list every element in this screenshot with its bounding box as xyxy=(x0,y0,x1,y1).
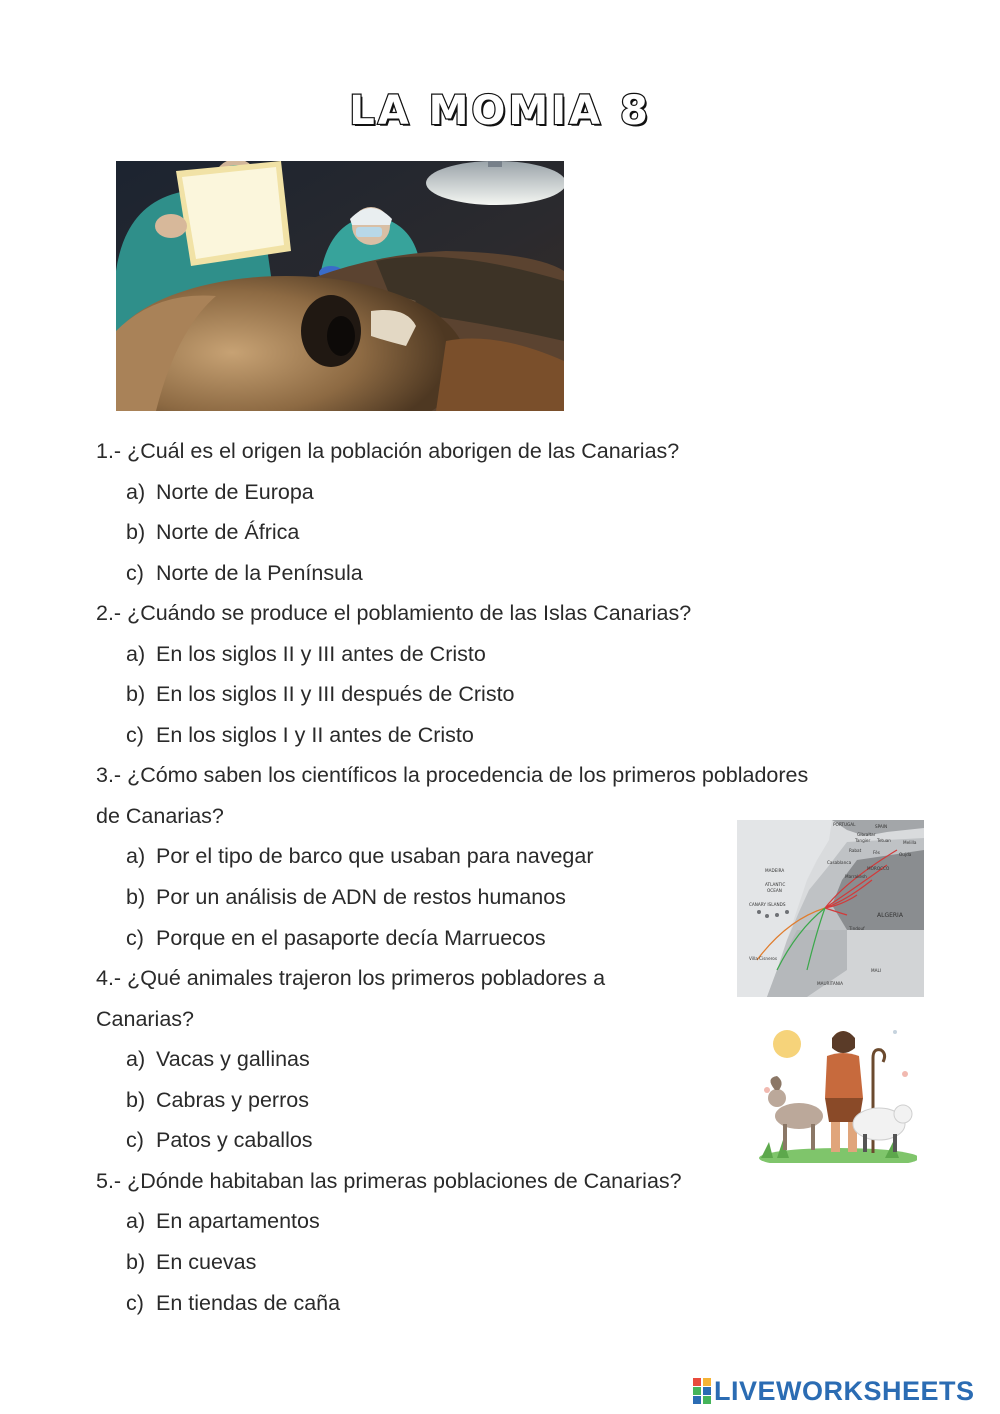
map-label-fes: Fès xyxy=(873,850,880,855)
option-text: Por el tipo de barco que usaban para navegar xyxy=(156,844,594,868)
map-label-casablanca: Casablanca xyxy=(827,860,852,865)
option-text: En apartamentos xyxy=(156,1209,320,1233)
option-letter: a) xyxy=(126,1209,146,1233)
map-label-villa-cisneros: Villa Cisneros xyxy=(749,956,778,961)
liveworksheets-logo-text: LIVEWORKSHEETS xyxy=(714,1375,975,1406)
option-letter: a) xyxy=(126,1047,146,1071)
option-text: Patos y caballos xyxy=(156,1128,313,1152)
map-label-oujda: Oujda xyxy=(899,852,912,857)
question-4-option-c[interactable] xyxy=(126,1128,313,1152)
map-label-gibraltar: Gibraltar xyxy=(857,832,876,837)
question-4-option-b[interactable] xyxy=(126,1088,309,1112)
mummy-examination-photo xyxy=(116,161,564,411)
question-3-option-a[interactable] xyxy=(126,844,593,868)
map-label-algeria: ALGERIA xyxy=(877,912,903,919)
option-letter: b) xyxy=(126,1250,146,1274)
question-2: 2.- ¿Cuándo se produce el poblamiento de las Islas Canarias? xyxy=(96,601,692,625)
option-text: En cuevas xyxy=(156,1250,257,1274)
question-3: 3.- ¿Cómo saben los científicos la procedencia de los primeros pobladores xyxy=(96,763,809,787)
map-label-melilla: Melilla xyxy=(903,840,917,845)
option-letter: c) xyxy=(126,1128,144,1152)
question-1-option-a[interactable] xyxy=(126,480,314,504)
question-4-continued: Canarias? xyxy=(96,1007,194,1031)
liveworksheets-logo-icon xyxy=(693,1378,711,1404)
map-label-canary-islands: CANARY ISLANDS xyxy=(749,902,786,907)
option-text: En los siglos II y III antes de Cristo xyxy=(156,642,486,666)
map-label-tangier: Tangier xyxy=(855,838,871,843)
option-text: Por un análisis de ADN de restos humanos xyxy=(156,885,566,909)
question-5-option-a[interactable] xyxy=(126,1209,320,1233)
question-4-option-a[interactable] xyxy=(126,1047,310,1071)
option-text: Porque en el pasaporte decía Marruecos xyxy=(156,926,546,950)
shepherd-with-goat-and-sheep-illustration xyxy=(755,1018,917,1163)
map-label-tindouf: Tindouf xyxy=(849,926,865,931)
map-label-ocean: OCEAN xyxy=(767,888,782,893)
map-label-atlantic: ATLANTIC xyxy=(765,882,786,887)
map-label-portugal: PORTUGAL xyxy=(833,822,856,827)
option-text: Cabras y perros xyxy=(156,1088,309,1112)
map-label-rabat: Rabat xyxy=(849,848,862,853)
question-3-option-b[interactable] xyxy=(126,885,566,909)
option-letter: b) xyxy=(126,1088,146,1112)
migration-route-map xyxy=(737,820,924,997)
question-3-continued: de Canarias? xyxy=(96,804,224,828)
question-5-option-c[interactable] xyxy=(126,1291,340,1315)
map-label-marrakesh: Marrakesh xyxy=(845,874,867,879)
option-letter: a) xyxy=(126,844,146,868)
option-letter: b) xyxy=(126,885,146,909)
question-2-option-c[interactable] xyxy=(126,723,474,747)
option-letter: a) xyxy=(126,642,146,666)
option-letter: c) xyxy=(126,723,144,747)
option-letter: b) xyxy=(126,682,146,706)
question-1: 1.- ¿Cuál es el origen la población aborigen de las Canarias? xyxy=(96,439,680,463)
map-label-spain: SPAIN xyxy=(875,824,888,829)
option-letter: c) xyxy=(126,561,144,585)
question-2-option-b[interactable] xyxy=(126,682,515,706)
question-2-option-a[interactable] xyxy=(126,642,486,666)
option-letter: b) xyxy=(126,520,146,544)
option-letter: a) xyxy=(126,480,146,504)
question-1-option-b[interactable] xyxy=(126,520,299,544)
option-text: En los siglos I y II antes de Cristo xyxy=(156,723,474,747)
map-label-mali: MALI xyxy=(871,968,882,973)
option-letter: c) xyxy=(126,1291,144,1315)
option-text: En tiendas de caña xyxy=(156,1291,341,1315)
question-3-option-c[interactable] xyxy=(126,926,546,950)
question-4: 4.- ¿Qué animales trajeron los primeros pobladores a xyxy=(96,966,606,990)
map-label-tetuan: Tetuan xyxy=(877,838,891,843)
map-label-madeira: MADEIRA xyxy=(765,868,785,873)
option-text: Norte de la Península xyxy=(156,561,363,585)
question-5-option-b[interactable] xyxy=(126,1250,256,1274)
page-title: LA MOMIA 8 xyxy=(349,88,651,134)
map-label-mauritania: MAURITANIA xyxy=(817,981,844,986)
liveworksheets-logo[interactable] xyxy=(693,1376,975,1406)
option-text: Vacas y gallinas xyxy=(156,1047,310,1071)
option-text: Norte de África xyxy=(156,520,300,544)
option-text: Norte de Europa xyxy=(156,480,314,504)
question-1-option-c[interactable] xyxy=(126,561,363,585)
question-5: 5.- ¿Dónde habitaban las primeras poblaciones de Canarias? xyxy=(96,1169,682,1193)
option-text: En los siglos II y III después de Cristo xyxy=(156,682,515,706)
option-letter: c) xyxy=(126,926,144,950)
map-label-morocco: MOROCCO xyxy=(867,866,890,871)
